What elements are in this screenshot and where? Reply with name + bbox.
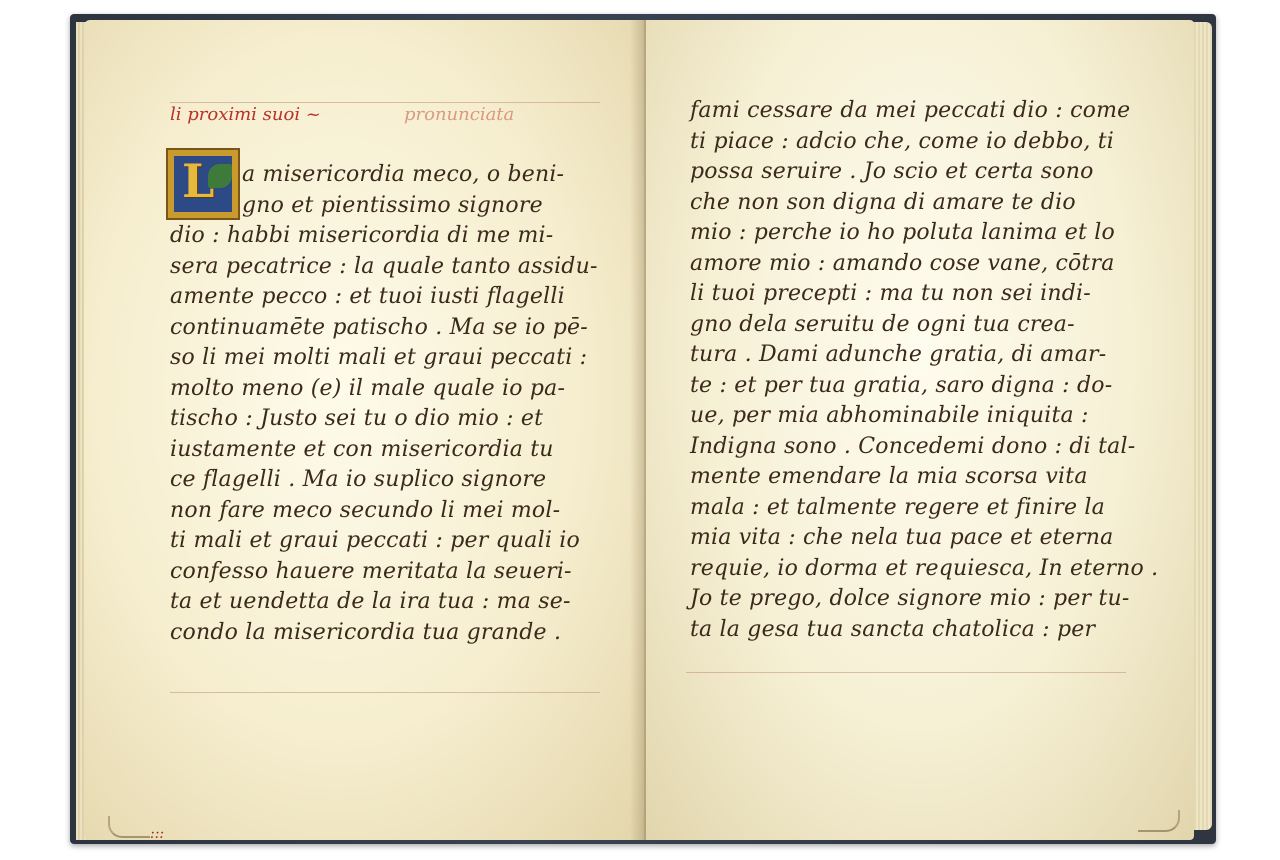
text-line: mente emendare la mia scorsa vita	[690, 464, 1088, 489]
text-line: a misericordia meco, o beni-	[242, 162, 565, 187]
text-line: ue, per mia abhominabile iniquita :	[690, 403, 1089, 428]
text-line: amore mio : amando cose vane, cōtra	[690, 250, 1115, 276]
text-line: dio : habbi misericordia di me mi-	[170, 223, 554, 248]
text-line: tura . Dami adunche gratia, di amar-	[690, 342, 1107, 367]
text-line: ce flagelli . Ma io suplico signore	[170, 467, 547, 492]
text-line: te : et per tua gratia, saro digna : do-	[690, 372, 1113, 398]
illuminated-initial	[166, 148, 240, 220]
text-line: molto meno (e) il male quale io pa-	[170, 375, 566, 401]
page-corner-curl	[1138, 810, 1180, 832]
text-line: tischo : Justo sei tu o dio mio : et	[170, 406, 544, 431]
text-line: requie, io dorma et requiesca, In eterno .	[690, 555, 1159, 581]
text-line: gno et pientissimo signore	[242, 192, 543, 218]
page-corner-curl	[108, 816, 150, 838]
text-line: che non son digna di amare te dio	[690, 189, 1076, 215]
text-line: continuamēte patischo . Ma se io pē-	[170, 314, 588, 340]
left-text-body	[170, 221, 598, 648]
text-line: ti mali et graui peccati : per quali io	[170, 528, 580, 553]
ruling-line-bottom	[686, 672, 1126, 673]
text-line: mala : et talmente regere et finire la	[690, 494, 1105, 520]
text-line: li tuoi precepti : ma tu non sei indi-	[690, 281, 1091, 306]
text-line: gno dela seruitu de ogni tua crea-	[690, 311, 1075, 337]
manuscript-book	[70, 14, 1220, 848]
text-line: ti piace : adcio che, come io debbo, ti	[690, 128, 1115, 154]
right-page	[646, 20, 1194, 840]
ruling-line-top	[170, 102, 600, 103]
left-page	[84, 20, 646, 840]
text-line: ta et uendetta de la ira tua : ma se-	[170, 589, 571, 614]
text-line: amente pecco : et tuoi iusti flagelli	[170, 284, 565, 309]
right-text-body	[690, 96, 1158, 645]
catchword-mark: :::	[150, 826, 165, 842]
text-line: mio : perche io ho poluta lanima et lo	[690, 220, 1115, 245]
text-line: non fare meco secundo li mei mol-	[170, 497, 561, 523]
text-line: so li mei molti mali et graui peccati :	[170, 345, 588, 370]
text-line: possa seruire . Jo scio et certa sono	[690, 159, 1094, 184]
text-line: confesso hauere meritata la seueri-	[170, 558, 572, 584]
left-text-first-lines	[242, 160, 564, 221]
text-line: sera pecatrice : la quale tanto assidu-	[170, 253, 598, 279]
text-line: mia vita : che nela tua pace et eterna	[690, 525, 1114, 550]
text-line: Indigna sono . Concedemi dono : di tal-	[690, 433, 1136, 459]
rubric-heading: li proximi suoi ~	[170, 104, 321, 125]
text-line: condo la misericordia tua grande .	[170, 619, 562, 645]
text-line: iustamente et con misericordia tu	[170, 436, 554, 462]
initial-letter: L	[182, 154, 215, 208]
rubric-faint-text: pronunciata	[404, 104, 515, 125]
text-line: fami cessare da mei peccati dio : come	[690, 98, 1131, 123]
text-line: Jo te prego, dolce signore mio : per tu-	[690, 586, 1130, 611]
ruling-line-bottom	[170, 692, 600, 693]
text-line: ta la gesa tua sancta chatolica : per	[690, 616, 1096, 642]
